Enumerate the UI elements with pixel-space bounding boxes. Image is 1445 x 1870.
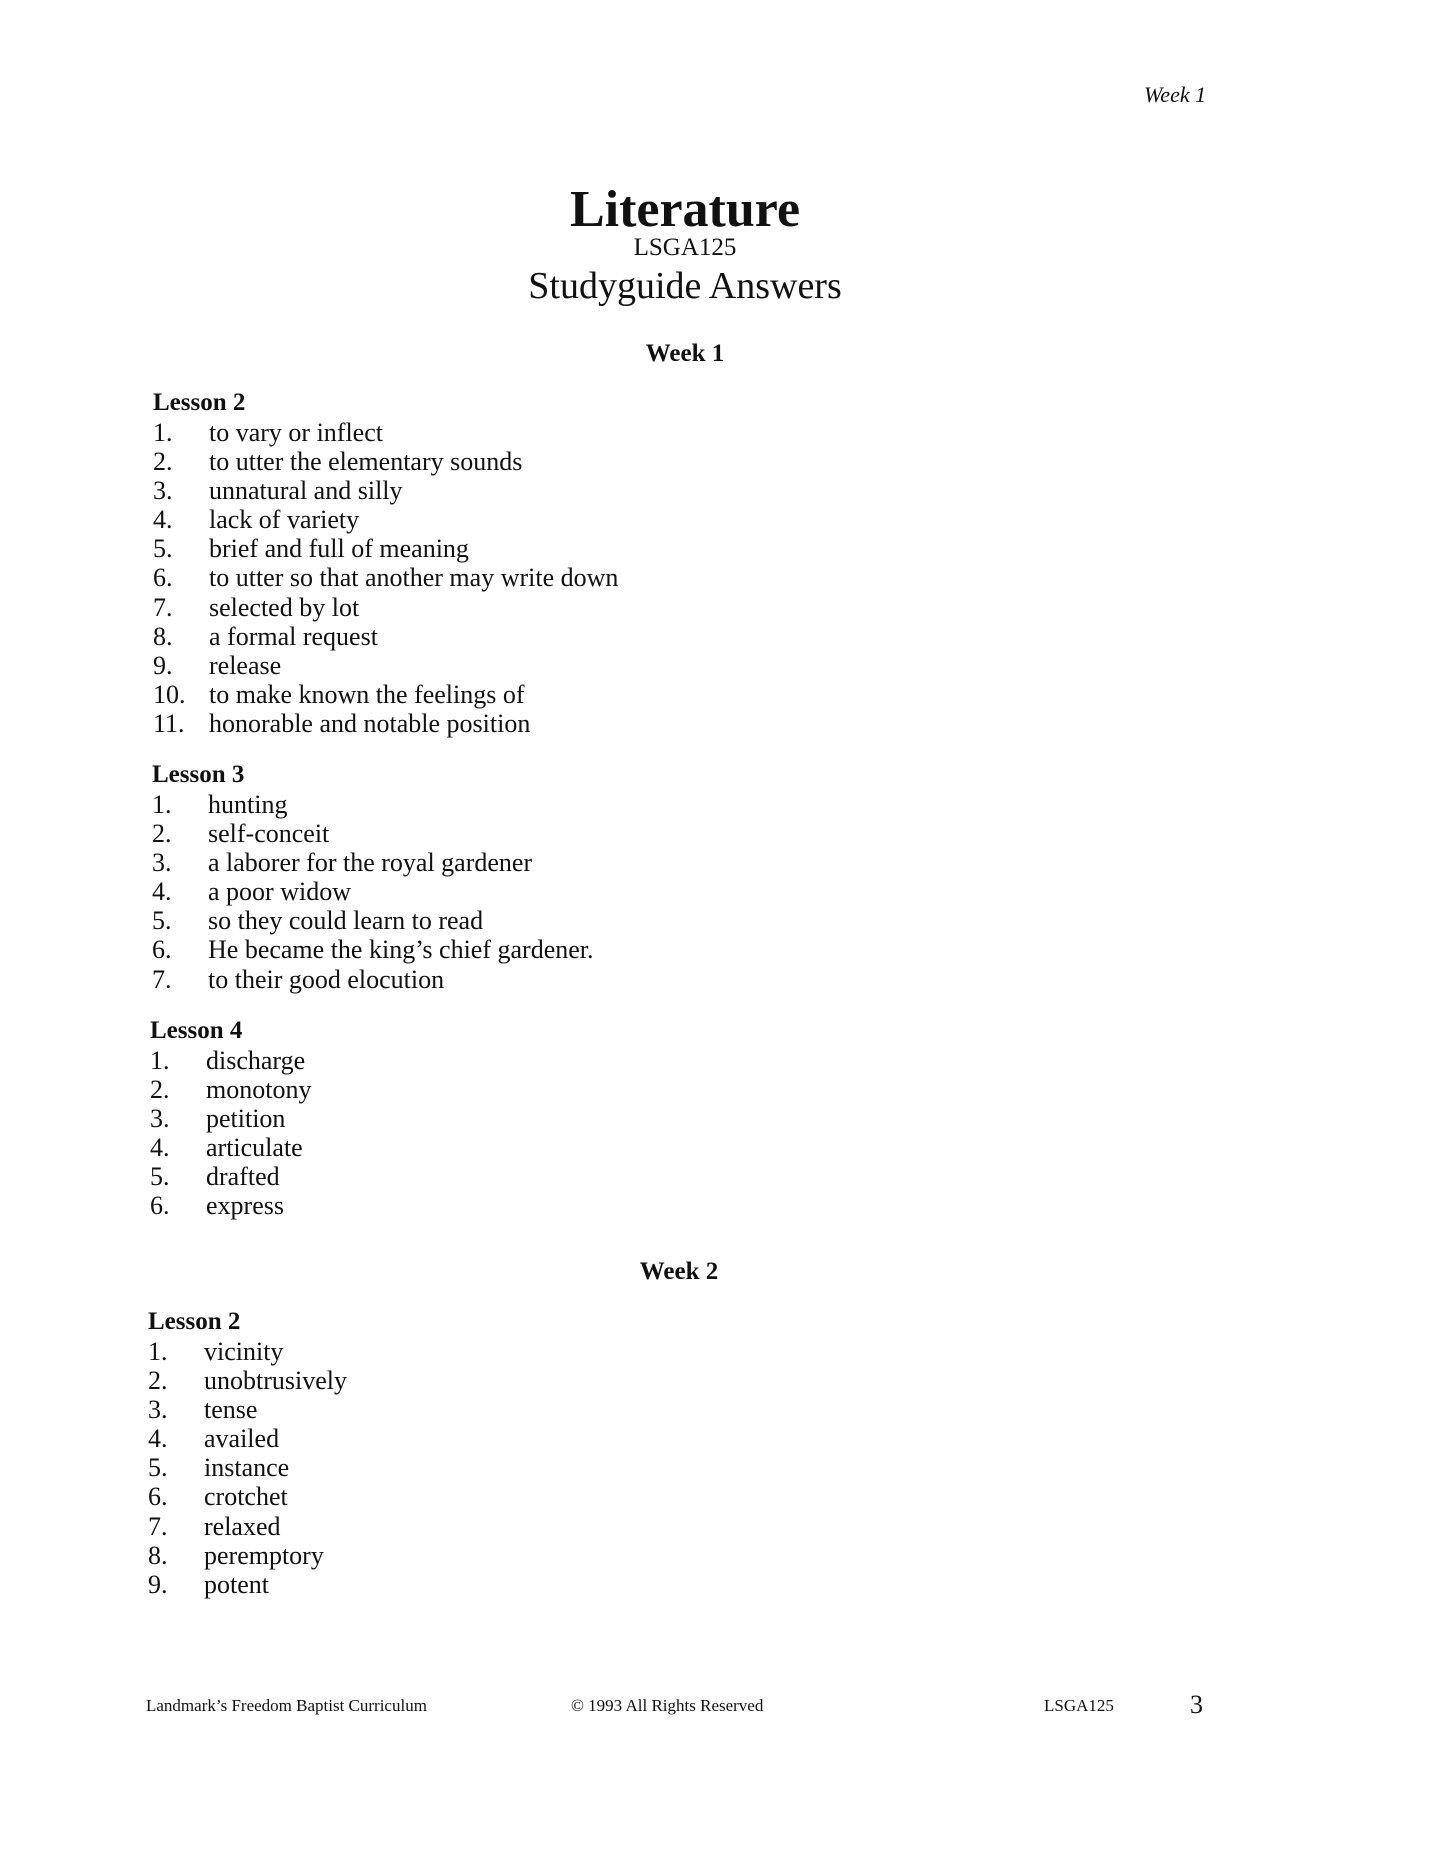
answer-item — [153, 680, 618, 709]
answer-text: crotchet — [204, 1482, 288, 1512]
answer-number: 9. — [153, 650, 173, 680]
answer-number: 6. — [148, 1482, 168, 1512]
answer-text: tense — [204, 1395, 258, 1425]
answer-number: 1. — [148, 1337, 168, 1366]
answer-text: release — [209, 650, 282, 680]
answer-number: 7. — [153, 592, 173, 622]
answer-text: unnatural and silly — [209, 476, 403, 506]
answer-item — [148, 1337, 347, 1366]
answer-item — [148, 1366, 347, 1395]
answer-number: 1. — [153, 418, 173, 447]
answer-item — [150, 1191, 311, 1220]
answer-item — [153, 593, 618, 622]
answer-item — [153, 622, 618, 651]
answer-text: so they could learn to read — [208, 906, 484, 936]
lesson-block — [148, 1306, 347, 1599]
answer-item — [152, 790, 594, 819]
answer-item — [148, 1482, 347, 1511]
answer-item — [148, 1395, 347, 1424]
answer-number: 4. — [148, 1424, 168, 1454]
answer-number: 1. — [152, 790, 172, 819]
answer-text: lack of variety — [209, 505, 360, 535]
lesson-block — [152, 759, 594, 994]
footer-copyright: © 1993 All Rights Reserved — [571, 1696, 764, 1715]
answer-text: a laborer for the royal gardener — [208, 848, 533, 878]
page-number: 3 — [1190, 1690, 1203, 1719]
answer-number: 6. — [153, 563, 173, 593]
answer-text: He became the king’s chief gardener. — [208, 935, 594, 965]
answer-number: 5. — [148, 1453, 168, 1483]
answer-number: 2. — [150, 1075, 170, 1105]
answer-item — [152, 877, 594, 906]
answer-number: 11. — [153, 708, 185, 738]
answer-number: 3. — [153, 476, 173, 506]
answer-number: 3. — [152, 848, 172, 878]
answer-text: to utter the elementary sounds — [209, 447, 523, 477]
answer-item — [148, 1541, 347, 1570]
answer-text: drafted — [206, 1162, 280, 1192]
answer-item — [153, 709, 618, 738]
answer-item — [152, 848, 594, 877]
answer-item — [152, 935, 594, 964]
course-code: LSGA125 — [633, 234, 737, 261]
answer-text: a formal request — [209, 621, 378, 651]
answer-number: 3. — [148, 1395, 168, 1425]
lesson-heading: Lesson 4 — [150, 1017, 243, 1044]
answer-item — [153, 563, 618, 592]
answer-number: 5. — [150, 1162, 170, 1192]
answer-item — [150, 1162, 311, 1191]
answer-number: 8. — [153, 621, 173, 651]
answer-text: monotony — [206, 1075, 312, 1105]
answer-text: to vary or inflect — [209, 418, 383, 447]
answer-number: 10. — [153, 679, 186, 709]
running-header: Week 1 — [1144, 82, 1207, 107]
answer-text: peremptory — [204, 1540, 324, 1570]
answer-item — [152, 906, 594, 935]
answer-item — [148, 1512, 347, 1541]
answer-item — [153, 651, 618, 680]
lesson-heading: Lesson 2 — [148, 1308, 241, 1335]
answer-text: honorable and notable position — [209, 708, 531, 738]
answer-number: 4. — [152, 877, 172, 907]
answer-item — [152, 965, 594, 994]
lesson-heading: Lesson 3 — [152, 761, 245, 788]
answer-text: to their good elocution — [208, 964, 445, 994]
answer-number: 2. — [148, 1366, 168, 1396]
answer-item — [153, 534, 618, 563]
answer-number: 5. — [152, 906, 172, 936]
answer-number: 7. — [148, 1511, 168, 1541]
answer-text: hunting — [208, 790, 288, 819]
week-heading: Week 2 — [639, 1258, 719, 1285]
answer-number: 9. — [148, 1569, 168, 1599]
answer-item — [153, 447, 618, 476]
answer-text: vicinity — [204, 1337, 284, 1366]
answer-item — [153, 418, 618, 447]
footer-code: LSGA125 — [1044, 1696, 1114, 1715]
answer-number: 3. — [150, 1104, 170, 1134]
answer-item — [148, 1453, 347, 1482]
answer-text: to utter so that another may write down — [209, 563, 619, 593]
answer-number: 6. — [152, 935, 172, 965]
answer-text: articulate — [206, 1133, 303, 1163]
answer-item — [150, 1133, 311, 1162]
answer-number: 4. — [153, 505, 173, 535]
answer-text: express — [206, 1191, 284, 1221]
lesson-block — [153, 387, 618, 738]
answer-text: relaxed — [204, 1511, 281, 1541]
page-subtitle: Studyguide Answers — [528, 265, 842, 307]
answer-number: 1. — [150, 1046, 170, 1075]
answer-text: selected by lot — [209, 592, 360, 622]
answer-text: potent — [204, 1569, 269, 1599]
page-title: Literature — [569, 181, 801, 238]
answer-number: 4. — [150, 1133, 170, 1163]
answer-text: self-conceit — [208, 819, 330, 849]
answer-item — [148, 1570, 347, 1599]
week-heading: Week 1 — [645, 340, 725, 367]
answer-item — [150, 1104, 311, 1133]
answer-number: 2. — [152, 819, 172, 849]
answer-text: discharge — [206, 1046, 306, 1075]
answer-text: unobtrusively — [204, 1366, 347, 1396]
lesson-block — [150, 1015, 311, 1221]
answer-text: brief and full of meaning — [209, 534, 469, 564]
answer-number: 7. — [152, 964, 172, 994]
answer-text: availed — [204, 1424, 280, 1454]
answer-item — [150, 1046, 311, 1075]
answer-number: 8. — [148, 1540, 168, 1570]
answer-number: 6. — [150, 1191, 170, 1221]
answer-item — [153, 505, 618, 534]
answer-text: instance — [204, 1453, 290, 1483]
answer-text: petition — [206, 1104, 286, 1134]
answer-number: 5. — [153, 534, 173, 564]
answer-item — [148, 1424, 347, 1453]
answer-number: 2. — [153, 447, 173, 477]
footer-publisher: Landmark’s Freedom Baptist Curriculum — [146, 1696, 427, 1715]
lesson-heading: Lesson 2 — [153, 389, 246, 416]
answer-text: to make known the feelings of — [209, 679, 525, 709]
answer-item — [150, 1075, 311, 1104]
answer-text: a poor widow — [208, 877, 351, 907]
answer-item — [152, 819, 594, 848]
answer-item — [153, 476, 618, 505]
